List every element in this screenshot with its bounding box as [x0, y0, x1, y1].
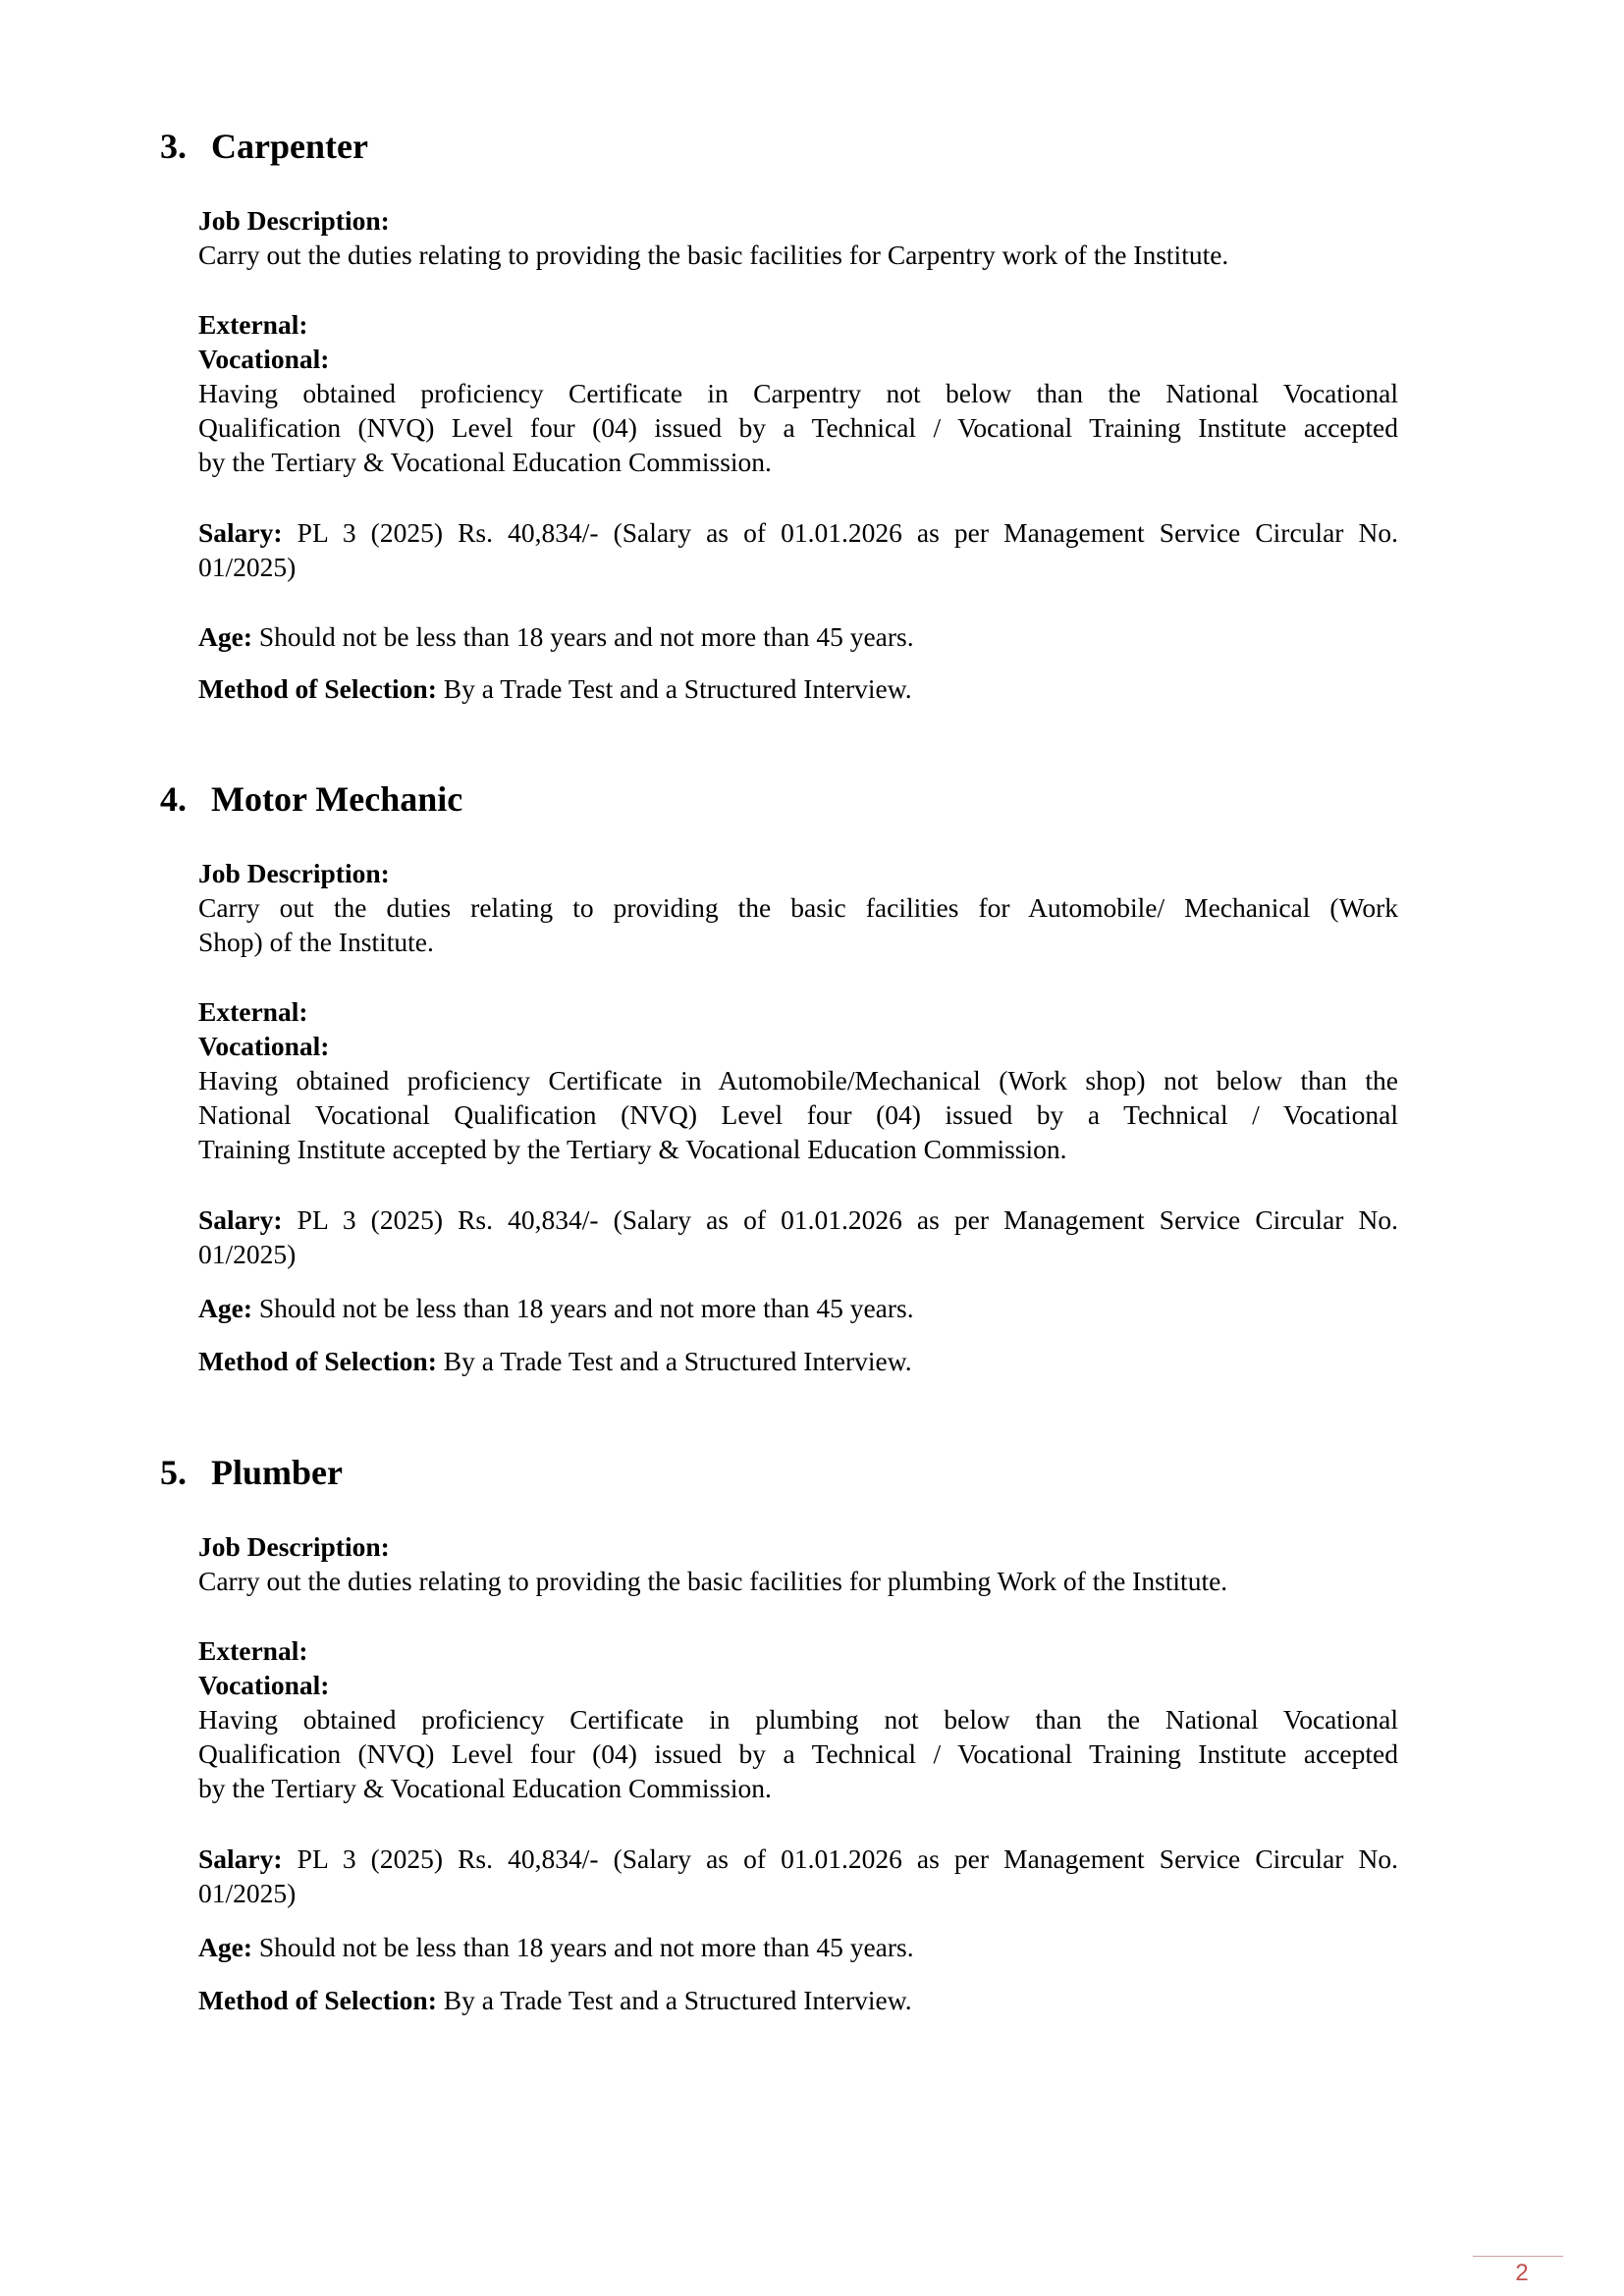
- salary-label: Salary:: [198, 1204, 283, 1235]
- job-description-block: [198, 1529, 1398, 1598]
- method-block: [198, 1983, 1398, 2017]
- salary-block: [198, 1202, 1398, 1271]
- section-number: 3.: [160, 127, 187, 166]
- age-block: [198, 619, 1398, 654]
- job-description-line: Carry out the duties relating to providing the basic facilities for Automobile/ Mechanical (Work: [198, 892, 1398, 923]
- section-number: 4.: [160, 779, 187, 819]
- job-description-label: Job Description:: [198, 1531, 390, 1562]
- job-description-line: Carry out the duties relating to providing the basic facilities for plumbing Work of the Institute.: [198, 1566, 1228, 1596]
- salary-block: [198, 515, 1398, 584]
- external-label: External:: [198, 1635, 308, 1666]
- age-block: [198, 1291, 1398, 1325]
- vocational-line: Having obtained proficiency Certificate in Carpentry not below than the National Vocational: [198, 378, 1398, 408]
- job-description-block: [198, 856, 1398, 959]
- method-text: By a Trade Test and a Structured Interview.: [443, 673, 912, 704]
- method-text: By a Trade Test and a Structured Interview.: [443, 1985, 912, 2015]
- salary-text: PL 3 (2025) Rs. 40,834/- (Salary as of 01.01.2026 as per Management Service Circular No.: [297, 517, 1399, 548]
- page-number: 2: [1515, 2260, 1529, 2286]
- age-text: Should not be less than 18 years and not more than 45 years.: [258, 1932, 914, 1962]
- method-block: [198, 671, 1398, 706]
- section-heading: [160, 126, 368, 167]
- salary-text: PL 3 (2025) Rs. 40,834/- (Salary as of 01.01.2026 as per Management Service Circular No.: [297, 1204, 1399, 1235]
- external-label: External:: [198, 996, 308, 1027]
- method-block: [198, 1344, 1398, 1378]
- age-label: Age:: [198, 1932, 252, 1962]
- external-block: [198, 994, 1398, 1166]
- vocational-line: National Vocational Qualification (NVQ) Level four (04) issued by a Technical / Vocational: [198, 1099, 1398, 1130]
- section-heading: [160, 778, 462, 820]
- age-label: Age:: [198, 1293, 252, 1323]
- external-label: External:: [198, 309, 308, 340]
- age-label: Age:: [198, 621, 252, 652]
- vocational-line: Qualification (NVQ) Level four (04) issued by a Technical / Vocational Training Institute accepted: [198, 412, 1398, 443]
- method-text: By a Trade Test and a Structured Interview.: [443, 1346, 912, 1376]
- vocational-line: Training Institute accepted by the Tertiary & Vocational Education Commission.: [198, 1134, 1067, 1164]
- salary-block: [198, 1842, 1398, 1910]
- job-description-line: Carry out the duties relating to providing the basic facilities for Carpentry work of the Institute.: [198, 240, 1229, 270]
- job-description-label: Job Description:: [198, 858, 390, 888]
- section-title: Motor Mechanic: [211, 779, 463, 819]
- method-label: Method of Selection:: [198, 1985, 437, 2015]
- salary-text: PL 3 (2025) Rs. 40,834/- (Salary as of 01.01.2026 as per Management Service Circular No.: [297, 1843, 1399, 1874]
- section-heading: [160, 1452, 343, 1493]
- vocational-line: by the Tertiary & Vocational Education Commission.: [198, 1773, 772, 1803]
- job-description-label: Job Description:: [198, 205, 390, 236]
- vocational-line: Having obtained proficiency Certificate in plumbing not below than the National Vocational: [198, 1704, 1398, 1735]
- footer-divider: [1473, 2256, 1563, 2257]
- vocational-label: Vocational:: [198, 1670, 330, 1700]
- age-block: [198, 1930, 1398, 1964]
- vocational-line: by the Tertiary & Vocational Education Commission.: [198, 447, 772, 477]
- vocational-label: Vocational:: [198, 1031, 330, 1061]
- external-block: [198, 1633, 1398, 1805]
- salary-label: Salary:: [198, 517, 283, 548]
- salary-text-continued: 01/2025): [198, 1239, 297, 1269]
- salary-label: Salary:: [198, 1843, 283, 1874]
- age-text: Should not be less than 18 years and not more than 45 years.: [258, 1293, 914, 1323]
- section-title: Carpenter: [211, 127, 368, 166]
- salary-text-continued: 01/2025): [198, 552, 297, 582]
- job-description-line: Shop) of the Institute.: [198, 927, 434, 957]
- job-description-block: [198, 203, 1398, 272]
- vocational-line: Having obtained proficiency Certificate in Automobile/Mechanical (Work shop) not below than the: [198, 1065, 1398, 1095]
- vocational-label: Vocational:: [198, 344, 330, 374]
- salary-text-continued: 01/2025): [198, 1878, 297, 1908]
- method-label: Method of Selection:: [198, 1346, 437, 1376]
- external-block: [198, 307, 1398, 479]
- vocational-line: Qualification (NVQ) Level four (04) issued by a Technical / Vocational Training Institute accepted: [198, 1738, 1398, 1769]
- section-title: Plumber: [211, 1453, 343, 1492]
- section-number: 5.: [160, 1453, 187, 1492]
- method-label: Method of Selection:: [198, 673, 437, 704]
- age-text: Should not be less than 18 years and not more than 45 years.: [258, 621, 914, 652]
